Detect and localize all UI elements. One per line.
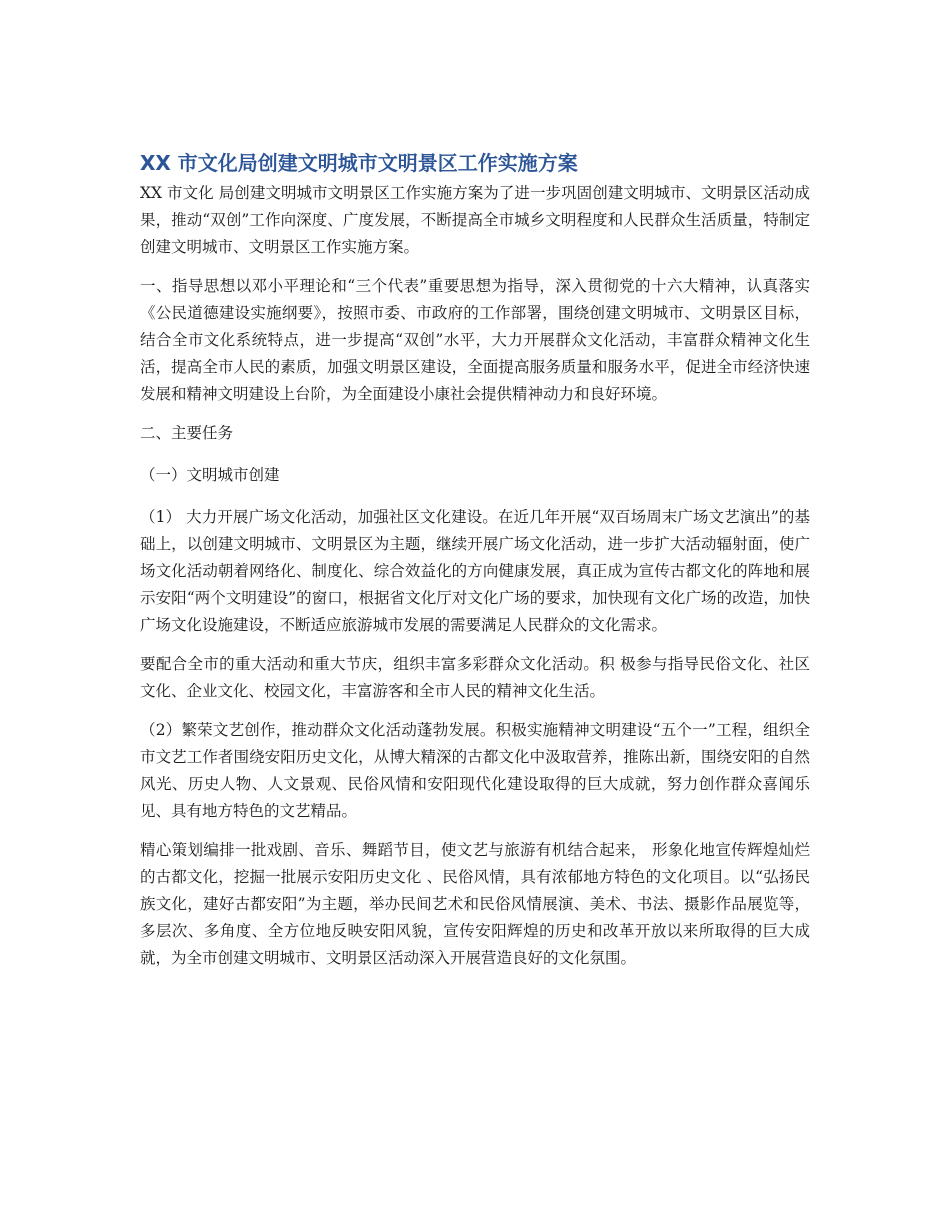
- task-1-continued-paragraph: 要配合全市的重大活动和重大节庆，组织丰富多彩群众文化活动。积 极参与指导民俗文化、社区文化、企业文化、校园文化，丰富游客和全市人民的精神文化生活。: [140, 655, 810, 700]
- guiding-ideology-paragraph: 一、指导思想以邓小平理论和“三个代表”重要思想为指导，深入贯彻党的十六大精神，认真落实《公民道德建设实施纲要》，按照市委、市政府的工作部署，围绕创建文明城市、文明景区目标，结合全市文化系统特点，进一步提高“双创”水平，大力开展群众文化活动，丰富群众精神文化生活，提高全市人民的素质，加强文明景区建设，全面提高服务质量和服务水平，促进全市经济快速发展和精神文明建设上台阶，为全面建设小康社会提供精神动力和良好环境。: [140, 277, 810, 403]
- document-title: XX 市文化局创建文明城市文明景区工作实施方案: [140, 151, 578, 175]
- document-page: [140, 148, 810, 984]
- section-heading-main-tasks: 二、主要任务: [140, 424, 234, 442]
- task-2-continued-paragraph: 精心策划编排一批戏剧、音乐、舞蹈节目，使文艺与旅游有机结合起来， 形象化地宣传辉煌灿烂的古都文化，挖掘一批展示安阳历史文化 、民俗风情，具有浓郁地方特色的文化项目。以“弘扬民族文化，建好古都安阳”为主题，举办民间艺术和民俗风情展演、美术、书法、摄影作品展览等，多层次、多角度、全方位地反映安阳风貌，宣传安阳辉煌的历史和改革开放以来所取得的巨大成就，为全市创建文明城市、文明景区活动深入开展营造良好的文化氛围。: [140, 841, 810, 967]
- intro-paragraph: XX 市文化 局创建文明城市文明景区工作实施方案为了进一步巩固创建文明城市、文明景区活动成果，推动“双创”工作向深度、广度发展，不断提高全市城乡文明程度和人民群众生活质量，特制定创建文明城市、文明景区工作实施方案。: [140, 184, 810, 256]
- subsection-heading-civilized-city: （一）文明城市创建: [140, 466, 280, 484]
- task-2-paragraph: （2）繁荣文艺创作，推动群众文化活动蓬勃发展。积极实施精神文明建设“五个一”工程，组织全市文艺工作者围绕安阳历史文化，从博大精深的古都文化中汲取营养，推陈出新，围绕安阳的自然风光、历史人物、人文景观、民俗风情和安阳现代化建设取得的巨大成就，努力创作群众喜闻乐见、具有地方特色的文艺精品。: [140, 721, 810, 820]
- task-1-paragraph: （1） 大力开展广场文化活动，加强社区文化建设。在近几年开展“双百场周末广场文艺演出”的基础上，以创建文明城市、文明景区为主题，继续开展广场文化活动，进一步扩大活动辐射面，使广场文化活动朝着网络化、制度化、综合效益化的方向健康发展，真正成为宣传古都文化的阵地和展示安阳“两个文明建设”的窗口，根据省文化厅对文化广场的要求，加快现有文化广场的改造，加快广场文化设施建设，不断适应旅游城市发展的需要满足人民群众的文化需求。: [140, 508, 810, 634]
